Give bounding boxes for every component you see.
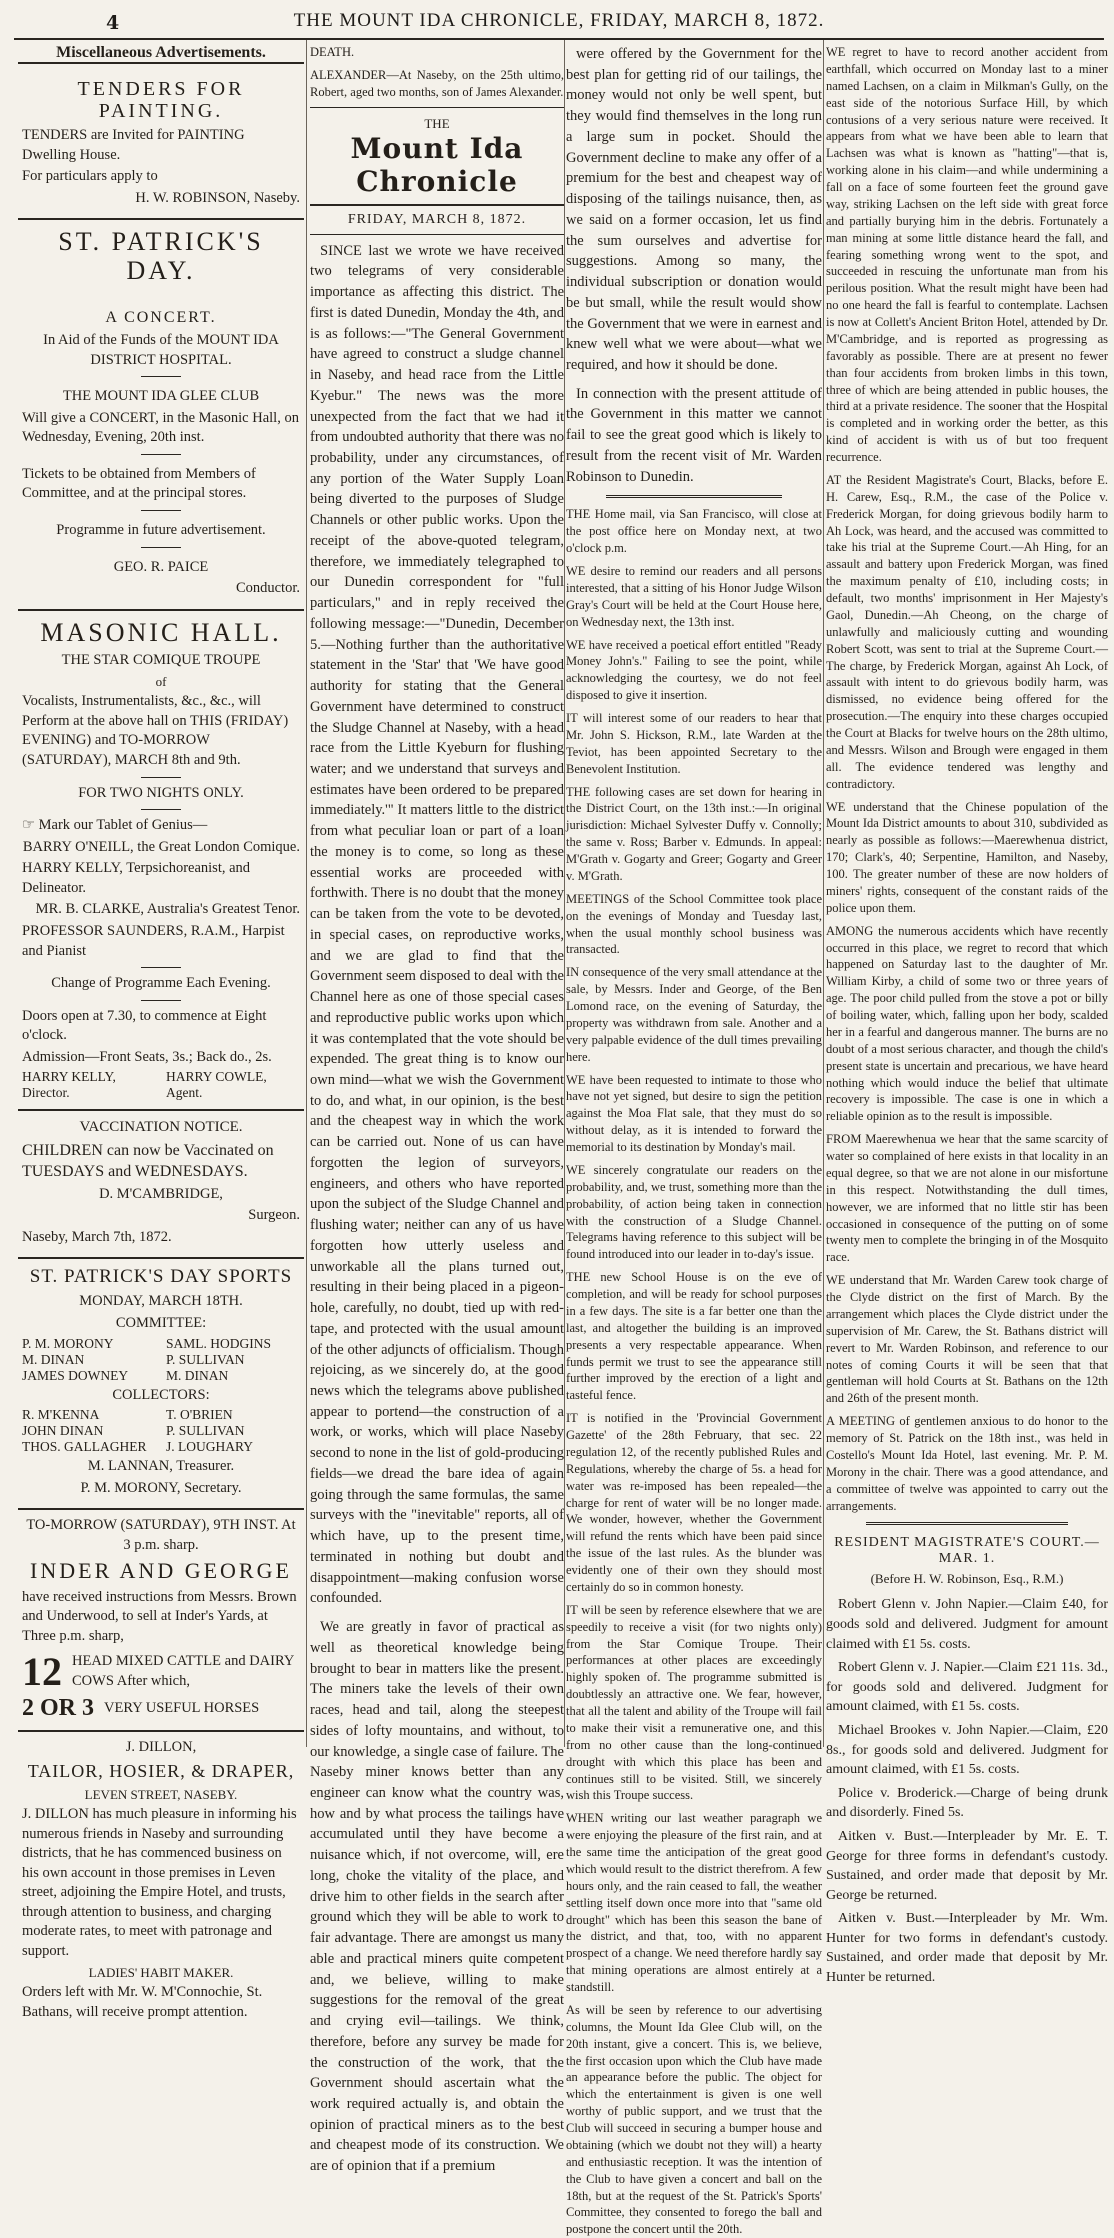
lot-horses xyxy=(22,1695,300,1722)
committee-label: COMMITTEE: xyxy=(115,1314,207,1331)
masthead xyxy=(310,116,564,206)
divider xyxy=(141,547,181,548)
tenders-name: H. W. ROBINSON, Naseby. xyxy=(135,189,300,206)
news-item: AMONG the numerous accidents which have recently occurred in this place, we regret to record that which happened on Saturday last to the daughter of Mr. William Kirby, a child of some two or three years of age. The poor child pulled from the stove a pot or billy of boiling water, which, falling upon her body, scalded her in a fearful and dangerous manner. The burns are no doubt of a most serious character, and though the child's present state is uncertain and precarious, we have heard nothing which would induce the belief that ultimate recovery is impossible. The case is one in which a reliable opinion as to the result is impossible. xyxy=(826,923,1108,1124)
death-title: DEATH. xyxy=(310,45,355,59)
performer: PROFESSOR SAUNDERS, R.A.M., Harpist and Pianist xyxy=(22,922,285,959)
divider xyxy=(141,967,181,968)
news-items xyxy=(826,44,1108,1514)
running-head: THE MOUNT IDA CHRONICLE, FRIDAY, MARCH 8, 1872. xyxy=(293,10,825,31)
collectors-label: COLLECTORS: xyxy=(112,1386,210,1403)
admission-text: Admission—Front Seats, 3s.; Back do., 2s. xyxy=(22,1048,272,1065)
committee-member: P. SULLIVAN xyxy=(166,1351,245,1367)
tickets-text: Tickets to be obtained from Members of Committee, and at the principal stores. xyxy=(22,465,256,502)
ladies-habit: LADIES' HABIT MAKER. xyxy=(88,1964,234,1980)
news-item: WE understand that the Chinese population of the Mount Ida District amounts to about 310, subdivided as nearly as possible as follows:—Maerewhenua district, 170; Clark's, 40; Serpentine, Hamilton, and Naseby, 100. The greater number of these are now holders of miners' rights, consequent of the constant raids of the police upon them. xyxy=(826,799,1108,915)
news-item: WE sincerely congratulate our readers on the probability, and, we trust, something more than the probability, of action being taken in connection with the construction of a Sludge Channel. Telegrams having reference to this subject will be found introduced into our leader in to-day's issue. xyxy=(566,1162,822,1262)
vaccination-text: CHILDREN can now be Vaccinated on TUESDAYS and WEDNESDAYS. xyxy=(22,1141,274,1181)
vaccination-date: Naseby, March 7th, 1872. xyxy=(22,1228,172,1245)
glee-text: Will give a CONCERT, in the Masonic Hall, on Wednesday, Evening, 20th inst. xyxy=(22,409,299,446)
vaccination-title: VACCINATION NOTICE. xyxy=(79,1119,243,1136)
tenders-particulars: For particulars apply to xyxy=(22,168,158,185)
column-rule xyxy=(564,40,565,1747)
surgeon-role: Surgeon. xyxy=(248,1207,300,1224)
dillon-street: LEVEN STREET, NASEBY. xyxy=(84,1786,238,1802)
lot-cattle xyxy=(22,1648,300,1695)
court-case: Aitken v. Bust.—Interpleader by Mr. E. T. George for three forms in defendant's custody. Sustained, and order made that deposit by Mr. George be returned. xyxy=(826,1828,1108,1903)
patrick-title: ST. PATRICK'S DAY. xyxy=(58,227,264,285)
news-item: IN consequence of the very small attendance at the sale, by Messrs. Inder and George, of the Ben Lomond race, on the evening of Saturday, the property was withdrawn from sale. Another and a very palpable evidence of the dull times prevailing here. xyxy=(566,965,822,1064)
news-item: IT is notified in the 'Provincial Government Gazette' of the 28th February, that sec. 22 regulation 12, of the recently published Rules and Regulations, whereby the charge of 5s. a head for water was re-imposed has been repealed—the charge for rent of water will be no longer made. We wonder, however, whether the Government will refund the rents which have been paid since the issue of the last rules. As the blunder was evidently one of their own they should most certainly do so in common honesty. xyxy=(566,1411,822,1594)
news-item: IT will interest some of our readers to hear that Mr. John S. Hickson, R.M., late Warden at the Teviot, has been appointed Secretary to the Benevolent Institution. xyxy=(566,711,822,776)
death-notice xyxy=(310,44,564,108)
news-item: THE new School House is on the eve of completion, and will be ready for school purposes in a few days. The site is a far better one than the last, and altogether the building is an improved presents a very respectable appearance. When funds permit we trust to see the appearance still further improved by the erection of a light and tasteful fence. xyxy=(566,1270,822,1403)
committee-member: M. DINAN xyxy=(166,1367,229,1383)
committee-list xyxy=(22,1336,300,1384)
secretary: P. M. MORONY, Secretary. xyxy=(80,1479,242,1496)
sports-date: MONDAY, MARCH 18TH. xyxy=(79,1293,243,1310)
divider xyxy=(141,777,181,778)
director: HARRY KELLY, Director. xyxy=(22,1069,116,1101)
treasurer: M. LANNAN, Treasurer. xyxy=(87,1458,235,1475)
news-item: WE desire to remind our readers and all persons interested, that a sitting of his Honor Judge Wilson Gray's Court will be held at the Court House here, on Wednesday next, the 13th inst. xyxy=(566,564,822,629)
divider xyxy=(141,1000,181,1001)
section-title: Miscellaneous Advertisements. xyxy=(18,44,304,64)
divider xyxy=(141,510,181,511)
committee-member: M. DINAN xyxy=(22,1351,85,1367)
committee-member: SAML. HODGINS xyxy=(166,1335,272,1351)
court-case: Aitken v. Bust.—Interpleader by Mr. Wm. Hunter for two forms in defendant's custody. Sustained, and order made that deposit by Mr. Hunter be returned. xyxy=(826,1911,1108,1986)
auction-ad xyxy=(18,1510,304,1732)
news-item: THE following cases are set down for hearing in the District Court, on the 13th inst.:—In original jurisdiction: Michael Sylvester Duffy v. Connolly; the same v. Ross; Barber v. Edmunds. In appeal: M'Grath v. Gogarty and Greer; Gogarty and Greer v. M'Grath. xyxy=(566,784,822,883)
signatories xyxy=(22,1069,300,1101)
court-case: Michael Brookes v. John Napier.—Claim, £20 8s., for goods sold and delivered. Judgment for amount claimed, with £1 5s. costs. xyxy=(826,1722,1108,1778)
news-item: THE Home mail, via San Francisco, will close at the post office here on Monday next, at two o'clock p.m. xyxy=(566,507,822,556)
advertisements-column xyxy=(18,44,304,2020)
collector: JOHN DINAN xyxy=(22,1423,104,1439)
page-number: 4 xyxy=(106,12,120,34)
column-rule xyxy=(823,40,824,1747)
tenders-ad xyxy=(18,70,304,220)
news-item: WE understand that Mr. Warden Carew took charge of the Clyde district on the first of March. By the arrangement which places the Clyde district under the supervision of Mr. Carew, the St. Bathans district will revert to Mr. Warden Robinson, and reference to our notes of coming Courts it will be seen that that gentleman will hold Courts at St. Bathans on the 12th and 26th of the present month. xyxy=(826,1273,1108,1406)
conductor-role: Conductor. xyxy=(235,580,300,597)
dateline: FRIDAY, MARCH 8, 1872. xyxy=(310,206,564,235)
mark-text: Mark our Tablet of Genius— xyxy=(38,817,208,834)
troupe-of: of xyxy=(155,673,167,689)
surgeon-name: D. M'CAMBRIDGE, xyxy=(99,1185,223,1202)
leader-paragraph: We are greatly in favor of practical as well as theoretical knowledge being brought to bear in matters like the present. The miners take the levels of their own races, head and tail, along the steepest sides of lofty mountains, and without, to our knowledge, a single case of failure. The Naseby miner knows better than any engineer can know what the country was, how and by what process the tailings have accumulated until they have become a nuisance which, if not overcome, will, ere long, choke the vitality of the place, and drive him to other fields in the search after ground which they will be able to work to fair advantage. There are amongst us many able and practical miners quite competent and, we believe, willing to make suggestions for the removal of the great and crying evil—tailings. We think, therefore, before any survey be made for the construction of the work, that the Government should ascertain what the work required actually is, and obtain the opinion of practical miners as to the best and cheapest mode of its construction. We are of opinion that if a premium xyxy=(310,1619,564,2175)
divider xyxy=(606,495,782,498)
orders-text: Orders left with Mr. W. M'Connochie, St. Bathans, will receive prompt attention. xyxy=(22,1984,263,2020)
news-item: AT the Resident Magistrate's Court, Blacks, before E. H. Carew, Esq., R.M., the case of the Police v. Frederick Morgan, for doing grievous bodily harm to Ah Lock, was heard, and the accused was committed to take his trial at the Supreme Court.—Ah Hing, for an assault and battery upon Frederick Morgan, was fined the maximum penalty of £10, including costs; in default, two months' imprisonment in Her Majesty's Gaol, Dunedin.—Ah Cheong, on the charge of unlawfully and maliciously cutting and wounding Robert Scott, was sent to trial at the Supreme Court.—The charge, by Frederick Morgan, against Ah Lock, of assault with intent to do grievous bodily harm, was dismissed, no evidence being offered for the prosecution.—The enquiry into these charges occupied the Court at Blacks for twelve hours on the 28th ultimo, and Messrs. Wilson and Brough were engaged in them all. The evidence tendered was lengthy and contradictory. xyxy=(826,472,1108,791)
concert-aid: In Aid of the Funds of the MOUNT IDA DISTRICT HOSPITAL. xyxy=(43,332,279,368)
committee-member: JAMES DOWNEY xyxy=(22,1367,129,1383)
two-nights: FOR TWO NIGHTS ONLY. xyxy=(78,784,244,801)
committee-member: P. M. MORONY xyxy=(22,1335,114,1351)
dillon-title: TAILOR, HOSIER, & DRAPER, xyxy=(27,1760,295,1781)
collectors-list xyxy=(22,1407,300,1455)
collector: P. SULLIVAN xyxy=(166,1423,245,1439)
concert-heading: A CONCERT. xyxy=(105,309,217,327)
lot-text: VERY USEFUL HORSES xyxy=(104,1699,260,1716)
court-title: RESIDENT MAGISTRATE'S COURT.—MAR. 1. xyxy=(834,1535,1100,1567)
dillon-ad xyxy=(18,1732,304,2032)
doors-text: Doors open at 7.30, to commence at Eight o'clock. xyxy=(22,1007,267,1044)
conductor-name: GEO. R. PAICE xyxy=(113,558,209,575)
dillon-name: J. DILLON, xyxy=(125,1739,197,1756)
troupe-desc: Vocalists, Instrumentalists, &c., &c., will Perform at the above hall on THIS (FRIDAY) EVENING) and TO-MORROW (SATURDAY), MARCH 8th and 9th. xyxy=(22,693,289,769)
news-item: WE have received a poetical effort entitled "Ready Money John's." Failing to see the point, while acknowledging the courtesy, we do not feel disposed to give it insertion. xyxy=(566,637,822,703)
news-item: IT will be seen by reference elsewhere that we are speedily to receive a visit (for two nights only) from the Star Comique Troupe. Their performances at other places are exceedingly highly spoken of. The programme submitted is doubtlessly an attractive one. We fear, however, that all the talent and ability of the Troupe will fail to make their visit a remunerative one, and this from no other cause than the long-continued drought with which this place has been and continues still to be visited. Still, we sincerely wish this Troupe success. xyxy=(566,1602,822,1803)
sports-ad xyxy=(18,1259,304,1510)
news-item: FROM Maerewhenua we hear that the same scarcity of water so complained of here exists in that locality in an equal degree, so that we are not alone in our misfortune in this respect. Notwithstanding the dull times, however, we are informed that no little stir has been occasioned in consequence of the putting on of some twenty men to complete the bringing in of the Mosquito race. xyxy=(826,1132,1108,1265)
collector: R. M'KENNA xyxy=(22,1407,100,1423)
news-item: MEETINGS of the School Committee took place on the evenings of Monday and Tuesday last, when the usual monthly school business was transacted. xyxy=(566,891,822,957)
masonic-title: MASONIC HALL. xyxy=(40,617,282,647)
masthead-the: THE xyxy=(424,115,450,131)
lot-number: 2 OR 3 xyxy=(22,1695,94,1722)
lot-number: 12 xyxy=(22,1649,62,1695)
auction-date: TO-MORROW (SATURDAY), 9TH INST. At 3 p.m. sharp. xyxy=(26,1517,296,1553)
mark-tablet xyxy=(22,816,300,836)
vaccination-ad xyxy=(18,1111,304,1259)
sports-title: ST. PATRICK'S DAY SPORTS xyxy=(29,1266,293,1288)
performer: HARRY KELLY, Terpsichoreanist, and Delineator. xyxy=(22,860,251,896)
programme-text: Programme in future advertisement. xyxy=(56,521,266,538)
masthead-title: Mount Ida Chronicle xyxy=(350,131,524,198)
news-item: A MEETING of gentlemen anxious to do honor to the memory of St. Patrick on the 18th inst., was held in Costello's Mount Ida Hotel, last evening. Mr. P. M. Morony in the chair. There was a good attendance, and a committee of twelve was appointed to carry out the arrangements. xyxy=(826,1414,1108,1513)
page-header xyxy=(14,2,1104,40)
divider xyxy=(866,1522,1068,1525)
collector: THOS. GALLAGHER xyxy=(22,1439,147,1455)
news-item: WHEN writing our last weather paragraph we were enjoying the pleasure of the first rain, and at the same time the anticipation of the great good which would result to the district therefrom. A few hours only, and the rain ceased to fall, the weather settling itself down once more into that "same old drought" which has been this season the bane of the district, and that, too, with no apparent prospect of a change. We need therefore hardly say that mining operations are almost entirely at a standstill. xyxy=(566,1811,822,1995)
tenders-title: TENDERS FOR PAINTING. xyxy=(77,78,245,122)
court-cases xyxy=(826,1595,1108,1987)
inder-text: have received instructions from Messrs. Brown and Underwood, to sell at Inder's Yards, at Three p.m. sharp, xyxy=(22,1588,297,1644)
divider xyxy=(141,809,181,810)
collector: J. LOUGHARY xyxy=(166,1439,254,1455)
leader-paragraph: SINCE last we wrote we have received two telegrams of very considerable importance as affecting this district. The first is dated Dunedin, Monday the 4th, and is as follows:—"The General Government have agreed to construct a sludge channel in Naseby, and head race from the Little Kyebur." The news was the more unexpected from the fact that we had it from undoubted authority that there was no probability, under any circumstances, of any portion of the Water Supply Loan being diverted to the purposes of Sludge Channels or other public works. Upon the receipt of the above-quoted telegram, therefore, we immediately telegraphed to our Dunedin correspondent for "full particulars," and in reply received the following message:—"Dunedin, December 5.—Nothing further than the authoritative statement in the 'Star' that 'We have good authority for stating that the General Government have determined to construct the Sludge Channel at Naseby, with a head race from the Little Kyeburn for flushing water; and we understand that surveys and estimates have been ordered to be prepared immediately.'" It matters little to the district from what peculiar loan or part of a loan the money is to come, so long as these essential works are proceeded with forthwith. There is no doubt that the money can be taken from the vote to be devoted, in special cases, on reproductive works, and we are glad to find that the Government seem disposed to deal with the Channel here as one of those special cases and reproductive public works upon which it was contemplated that the vote should be expended. The great thing is to know our own mind—what we wish the Government to do, and what, in our opinion, is the best and the cheapest way in which the work can be carried out. None of us can have forgotten the legion of surveyors, engineers, and others who have reported upon the subject of the Sludge Channel and flushing water; neither can any of us have forgotten how utterly useless and unworkable all the plans turned out, resulting in their being placed in a pigeon-hole, carefully, no doubt, tied up with red-tape, and protected with the usual amount of the other adjuncts of officialism. Though rejoicing, as we sincerely do, at the good news which the telegrams above published appear to portend—the construction of a work, or works, which will place Naseby second to none in the list of gold-producing fields—we dread the bare idea of again going through the same formulas, the same surveys with the "inevitable" reports, all of which have, up to the present time, terminated in nothing but doubt and disappointment—making confusion worse confounded. xyxy=(310,242,564,1607)
court-before: (Before H. W. Robinson, Esq., R.M.) xyxy=(870,1571,1064,1587)
news-item: WE have been requested to intimate to those who have not yet signed, but desire to sign the petition against the Moa Flat sale, that they must do so without delay, as it is intended to forward the memorial to its destination by Monday's mail. xyxy=(566,1072,822,1155)
leader-continued xyxy=(566,44,822,487)
leader-article xyxy=(310,241,564,2177)
news-item: As will be seen by reference to our advertising columns, the Mount Ida Glee Club will, on the 20th instant, give a concert. This is, we believe, the first occasion upon which the Club have made an appearance before the public. The object for which the entertainment is given is one well worthy of public support, and we trust that the Club will succeed in securing a bumper house and obtaining (which we doubt not they will) a hearty and enthusiastic reception. It was the intention of the Club to have given a concert and ball on the 18th, but at the request of the St. Patrick's Sports' Committee, they consented to forego the ball and postpone the concert until the 20th. xyxy=(566,2002,822,2237)
troupe-name: THE STAR COMIQUE TROUPE xyxy=(61,652,261,669)
inder-title: INDER AND GEORGE xyxy=(30,1558,292,1584)
performer: MR. B. CLARKE, Australia's Greatest Tenor. xyxy=(35,901,300,918)
news-column-4 xyxy=(826,44,1108,1986)
concert-ad xyxy=(18,220,304,610)
news-item: WE regret to have to record another accident from earthfall, which occurred on Monday last to a miner named Lachsen, on a claim in Milkman's Gully, on the east side of the notorious Surface Hill, by which contusions of a very serious nature were received. It appears from what we have been able to learn that Lachsen was what is known as "hatting"—that is, working alone in his claim—and while undermining a fall on a face of some fourteen feet the ground gave way, striking Lachsen on the left side with great force and partially burying him in the debris. Fortunately a man mining at some little distance heard the fall, and fearing something wrong went to the spot, and succeeded in rescuing the unfortunate man from his perilous position. What the result might have been had no one heard the fall is fearful to contemplate. Lachsen is now at Collett's Ancient Briton Hotel, attended by Dr. M'Cambridge, and is reported as progressing as favorably as possible. There are at present no fewer than four accidents from broken limbs in this town, three of which are being attended in public houses, the third at a private residence. The sooner that the Hospital is completed and in working order the better, as this kind of accident is with us of but too frequent recurrence. xyxy=(826,45,1108,464)
court-case: Police v. Broderick.—Charge of being drunk and disorderly. Fined 5s. xyxy=(826,1785,1108,1821)
news-column-3 xyxy=(566,44,822,2237)
tenders-text: TENDERS are Invited for PAINTING Dwelling House. xyxy=(22,127,245,163)
leader-paragraph: In connection with the present attitude of the Government in this matter we cannot fail to see the great good which is likely to result from the recent visit of Mr. Warden Robinson to Dunedin. xyxy=(566,385,822,485)
column-rule xyxy=(306,40,307,1747)
divider xyxy=(141,454,181,455)
pointing-hand-icon: ☞ xyxy=(22,817,39,834)
performer: BARRY O'NEILL, the Great London Comique. xyxy=(22,838,300,855)
news-items xyxy=(566,506,822,2238)
masonic-hall-ad xyxy=(18,611,304,1112)
court-case: Robert Glenn v. J. Napier.—Claim £21 11s. 3d., for goods sold and delivered. Judgment for amount claimed, with £1 5s. costs. xyxy=(826,1660,1108,1715)
death-text: ALEXANDER—At Naseby, on the 25th ultimo, Robert, aged two months, son of James Alexander. xyxy=(310,67,564,99)
court-case: Robert Glenn v. John Napier.—Claim £40, for goods sold and delivered. Judgment for amount claimed with £1 5s. costs. xyxy=(826,1597,1108,1652)
glee-club: THE MOUNT IDA GLEE CLUB xyxy=(62,388,260,405)
lot-text: HEAD MIXED CATTLE and DAIRY COWS After which, xyxy=(72,1653,294,1689)
dillon-text: J. DILLON has much pleasure in informing his numerous friends in Naseby and surrounding districts, that he has commenced business on his own account in those premises in Leven street, adjoining the Empire Hotel, and trusts, through attention to business, and charging moderate rates, to meet with patronage and support. xyxy=(22,1806,297,1960)
leader-paragraph: were offered by the Government for the best plan for getting rid of our tailings, the money would not only be well spent, but they would find themselves in the long run a large sum in pocket. Should the Government decline to make any offer of a premium for the best and cheapest way of disposing of the tailings nuisance, then, as we said on a former occasion, let us find the sum ourselves and advertise for suggestions. Among so many, the individual subscription or donation would be but small, while the result would show the Government that we were in earnest and knew well what we were about—what we required, and how it should be done. xyxy=(566,46,822,374)
collector: T. O'BRIEN xyxy=(166,1407,233,1423)
agent: HARRY COWLE, Agent. xyxy=(166,1069,267,1101)
divider xyxy=(141,376,181,377)
leader-column xyxy=(310,44,564,2175)
change-programme: Change of Programme Each Evening. xyxy=(51,975,271,992)
